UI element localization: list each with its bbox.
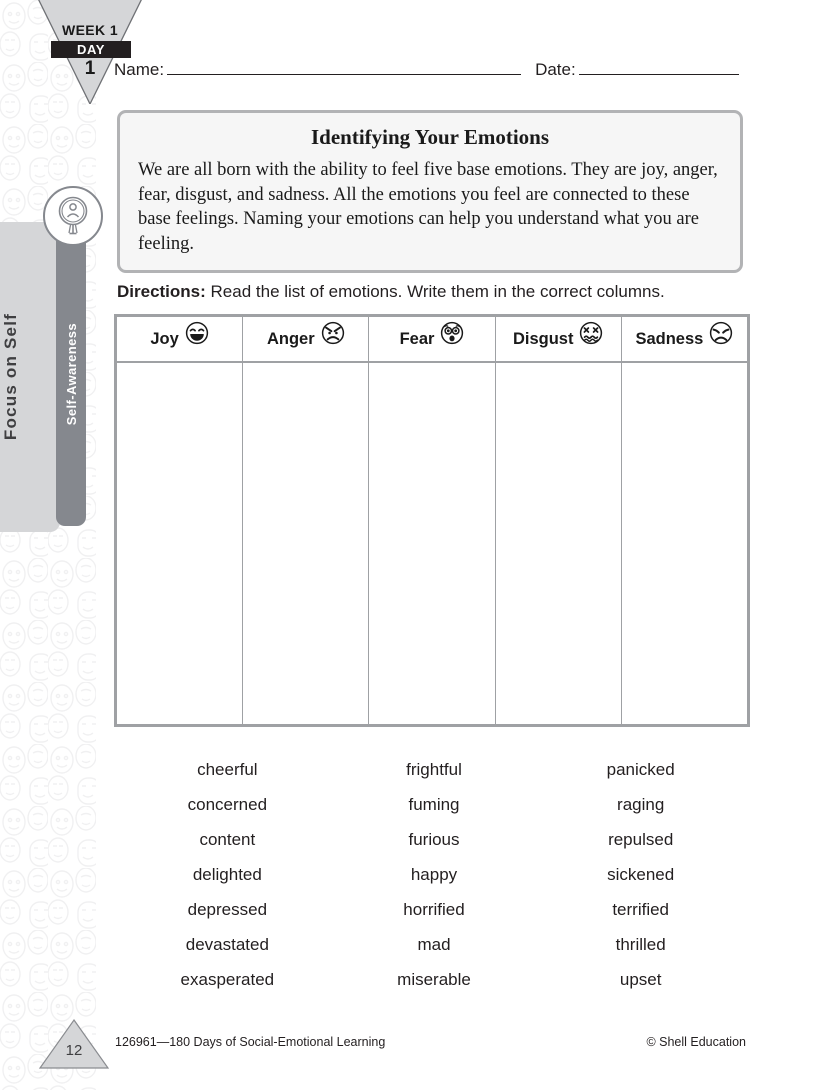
focus-strand-label: Focus on Self: [1, 313, 20, 441]
answer-cell-sadness[interactable]: [622, 363, 747, 726]
day-number: 1: [84, 58, 96, 79]
word-bank-column-2: [331, 752, 538, 997]
page-number-badge: [38, 1018, 110, 1072]
word-bank: [124, 752, 744, 997]
answer-cell-fear[interactable]: [369, 363, 495, 726]
column-header-sadness-label: Sadness: [635, 329, 704, 348]
word-item: thrilled: [615, 935, 666, 954]
word-item: depressed: [187, 900, 268, 919]
emotions-table: [114, 314, 750, 727]
skill-strand-label-wrap: [56, 222, 86, 526]
page-number: 12: [65, 1042, 83, 1059]
name-date-row: [114, 60, 742, 80]
sadness-face-icon: [709, 321, 733, 350]
word-item: content: [199, 830, 256, 849]
directions-label: Directions:: [117, 282, 206, 301]
date-input[interactable]: [579, 60, 739, 75]
day-banner: DAY: [51, 41, 131, 58]
column-header-anger-label: Anger: [266, 329, 315, 348]
anger-face-icon: [321, 321, 345, 350]
disgust-face-icon: [579, 321, 603, 350]
word-item: devastated: [185, 935, 269, 954]
skill-strand-label: Self-Awareness: [63, 322, 79, 426]
column-header-joy: [117, 317, 243, 361]
column-header-anger: [243, 317, 369, 361]
answer-cell-anger[interactable]: [243, 363, 369, 726]
column-header-joy-label: Joy: [150, 329, 179, 348]
name-input[interactable]: [167, 60, 521, 75]
table-header-row: [117, 317, 747, 363]
answer-cell-joy[interactable]: [117, 363, 243, 726]
word-item: happy: [410, 865, 458, 884]
word-item: horrified: [403, 900, 465, 919]
person-magnifier-icon: [43, 186, 103, 246]
word-item: fuming: [408, 795, 460, 814]
word-item: exasperated: [180, 970, 275, 989]
info-box-title: Identifying Your Emotions: [310, 125, 550, 149]
word-item: terrified: [612, 900, 670, 919]
word-item: delighted: [192, 865, 262, 884]
word-bank-column-3: [537, 752, 744, 997]
table-answer-row: [117, 363, 747, 726]
fear-face-icon: [440, 321, 464, 350]
directions-text: Read the list of emotions. Write them in the correct columns.: [210, 282, 665, 301]
date-label: Date:: [535, 60, 576, 79]
word-item: panicked: [606, 760, 675, 779]
word-item: furious: [408, 830, 460, 849]
info-box-body: We are all born with the ability to feel five base emotions. They are joy, anger, fear, disgust, and sadness. All the emotions you feel are connected to these base feelings. Naming your emotions can help you understand what you are feeling.: [138, 160, 718, 254]
word-item: concerned: [187, 795, 268, 814]
answer-cell-disgust[interactable]: [496, 363, 622, 726]
directions: [117, 282, 665, 302]
name-label: Name:: [114, 60, 165, 79]
word-item: repulsed: [608, 830, 674, 849]
decorative-face-pattern: [0, 0, 96, 1090]
column-header-disgust: [496, 317, 622, 361]
footer-product-text: 126961—180 Days of Social-Emotional Learning: [115, 1035, 386, 1049]
column-header-fear: [369, 317, 495, 361]
week-label: WEEK 1: [61, 22, 119, 38]
word-item: sickened: [607, 865, 675, 884]
column-header-disgust-label: Disgust: [512, 329, 574, 348]
word-item: raging: [617, 795, 665, 814]
word-item: miserable: [397, 970, 471, 989]
word-item: cheerful: [197, 760, 258, 779]
footer-copyright: © Shell Education: [646, 1035, 746, 1049]
word-item: frightful: [406, 760, 462, 779]
word-item: upset: [619, 970, 662, 989]
week-day-badge: [24, 0, 156, 104]
column-header-fear-label: Fear: [399, 329, 435, 348]
column-header-sadness: [622, 317, 747, 361]
info-box: [117, 110, 743, 273]
joy-face-icon: [185, 321, 209, 350]
focus-strand-label-wrap: [0, 222, 60, 532]
word-item: mad: [417, 935, 451, 954]
word-bank-column-1: [124, 752, 331, 997]
